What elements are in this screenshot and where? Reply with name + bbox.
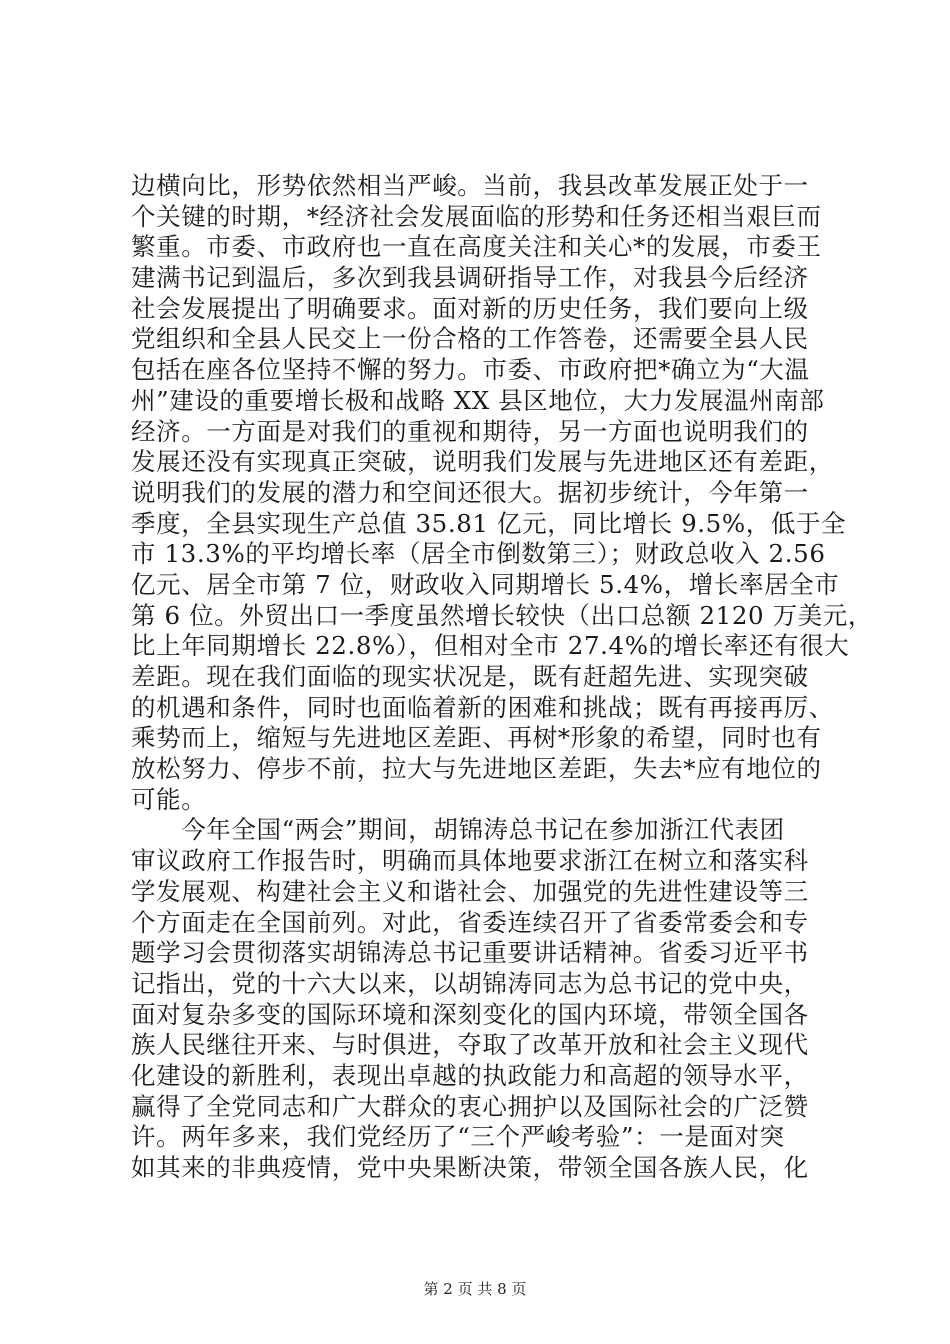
text-line: 个方面走在全国前列。对此，省委连续召开了省委常委会和专 <box>131 907 809 937</box>
page-footer: 第 2 页 共 8 页 <box>423 1280 527 1298</box>
text-line: 比上年同期增长 22.8%），但相对全市 27.4%的增长率还有很大 <box>131 631 850 661</box>
text-line: 建满书记到温后，多次到我县调研指导工作，对我县今后经济 <box>131 263 809 293</box>
text-line: 乘势而上，缩短与先进地区差距、再树*形象的希望，同时也有 <box>131 723 822 753</box>
text-line: 亿元、居全市第 7 位，财政收入同期增长 5.4%，增长率居全市 <box>131 569 840 599</box>
text-line: 如其来的非典疫情，党中央果断决策，带领全国各族人民，化 <box>131 1153 809 1182</box>
text-line: 繁重。市委、市政府也一直在高度关注和关心*的发展，市委王 <box>131 232 822 262</box>
text-line: 说明我们的发展的潜力和空间还很大。据初步统计，今年第一 <box>131 477 809 507</box>
text-line: 发展还没有实现真正突破，说明我们发展与先进地区还有差距， <box>131 447 834 477</box>
text-line: 经济。一方面是对我们的重视和期待，另一方面也说明我们的 <box>131 416 809 446</box>
text-line: 第 6 位。外贸出口一季度虽然增长较快（出口总额 2120 万美元， <box>131 600 873 630</box>
text-line: 放松努力、停步不前，拉大与先进地区差距，失去*应有地位的 <box>131 754 822 784</box>
text-line: 个关键的时期，*经济社会发展面临的形势和任务还相当艰巨而 <box>131 201 822 231</box>
text-line: 许。两年多来，我们党经历了“三个严峻考验”：一是面对突 <box>131 1122 785 1152</box>
text-line: 面对复杂多变的国际环境和深刻变化的国内环境，带领全国各 <box>131 999 809 1029</box>
text-line: 今年全国“两会”期间，胡锦涛总书记在参加浙江代表团 <box>131 815 785 845</box>
text-line: 可能。 <box>131 784 207 814</box>
text-line: 社会发展提出了明确要求。面对新的历史任务，我们要向上级 <box>131 293 809 323</box>
body-text <box>131 171 873 1184</box>
text-line: 季度，全县实现生产总值 35.81 亿元，同比增长 9.5%，低于全 <box>131 508 847 538</box>
text-line: 审议政府工作报告时，明确而具体地要求浙江在树立和落实科 <box>131 846 809 876</box>
text-line: 族人民继往开来、与时俱进，夺取了改革开放和社会主义现代 <box>131 1030 809 1060</box>
text-line: 党组织和全县人民交上一份合格的工作答卷，还需要全县人民 <box>131 324 809 354</box>
text-line: 赢得了全党同志和广大群众的衷心拥护以及国际社会的广泛赞 <box>131 1091 809 1121</box>
text-line: 学发展观、构建社会主义和谐社会、加强党的先进性建设等三 <box>131 876 809 906</box>
text-line: 市 13.3%的平均增长率（居全市倒数第三）；财政总收入 2.56 <box>131 539 826 569</box>
text-line: 题学习会贯彻落实胡锦涛总书记重要讲话精神。省委习近平书 <box>131 938 809 968</box>
text-line: 差距。现在我们面临的现实状况是，既有赶超先进、实现突破 <box>131 662 809 691</box>
text-line: 化建设的新胜利，表现出卓越的执政能力和高超的领导水平， <box>131 1060 809 1090</box>
text-line: 包括在座各位坚持不懈的努力。市委、市政府把*确立为“大温 <box>131 355 810 385</box>
text-line: 边横向比，形势依然相当严峻。当前，我县改革发展正处于一 <box>131 171 809 200</box>
text-line: 州”建设的重要增长极和战略 XX 县区地位，大力发展温州南部 <box>131 385 825 415</box>
text-line: 的机遇和条件，同时也面临着新的困难和挑战；既有再接再厉、 <box>131 692 834 722</box>
text-line: 记指出，党的十六大以来，以胡锦涛同志为总书记的党中央， <box>131 968 809 998</box>
